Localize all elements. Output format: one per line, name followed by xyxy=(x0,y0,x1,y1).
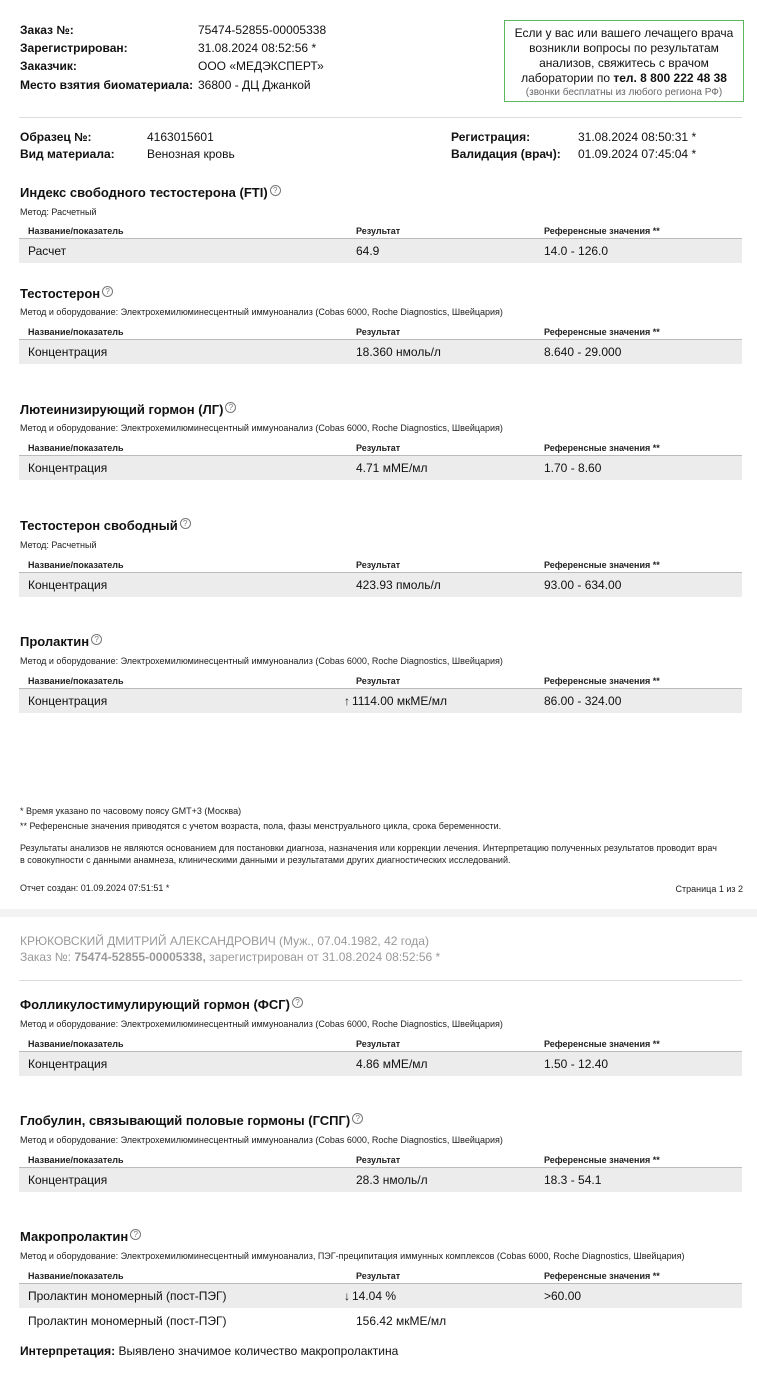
divider xyxy=(19,980,742,981)
material-value: Венозная кровь xyxy=(147,147,235,161)
column-header-name: Название/показатель xyxy=(28,560,124,570)
table-row xyxy=(19,1168,742,1192)
help-icon[interactable]: ? xyxy=(91,634,102,645)
help-icon[interactable]: ? xyxy=(292,997,303,1008)
order-label: Заказ №: xyxy=(20,23,74,37)
section-method: Метод и оборудование: Электрохемилюминесцентный иммуноанализ (Cobas 6000, Roche Diagnostics, Швейцария) xyxy=(20,307,503,317)
registered-label: Зарегистрирован: xyxy=(20,41,128,55)
row-reference: 14.0 - 126.0 xyxy=(544,244,609,258)
column-header-name: Название/показатель xyxy=(28,327,124,337)
column-header-name: Название/показатель xyxy=(28,1271,124,1281)
help-icon[interactable]: ? xyxy=(130,1229,141,1240)
row-name: Пролактин мономерный (пост-ПЭГ) xyxy=(28,1314,227,1328)
place-value: 36800 - ДЦ Джанкой xyxy=(198,78,311,92)
reference-note: ** Референсные значения приводятся с учетом возраста, пола, фазы менструального цикла, срока беременности. xyxy=(20,821,502,831)
table-row xyxy=(19,1284,742,1308)
order-value: 75474-52855-00005338 xyxy=(198,23,327,37)
row-reference: 1.70 - 8.60 xyxy=(544,461,602,475)
row-name: Концентрация xyxy=(28,461,108,475)
table-row xyxy=(19,239,742,263)
contact-line-4 xyxy=(511,71,737,86)
validation-label: Валидация (врач): xyxy=(451,147,561,161)
report-created: Отчет создан: 01.09.2024 07:51:51 * xyxy=(20,883,170,893)
arrow-down-icon: ↓ xyxy=(344,1289,350,1303)
contact-line-4-prefix: лаборатории по xyxy=(521,71,614,85)
column-header-reference: Референсные значения ** xyxy=(544,1271,660,1281)
row-reference: 93.00 - 634.00 xyxy=(544,578,622,592)
row-reference: 86.00 - 324.00 xyxy=(544,694,622,708)
interpretation xyxy=(20,1344,398,1358)
section-title: Тестостерон ? xyxy=(20,286,113,301)
order-suffix: зарегистрирован от 31.08.2024 08:52:56 * xyxy=(205,950,441,964)
section-method: Метод и оборудование: Электрохемилюминесцентный иммуноанализ, ПЭГ-преципитация иммунных комплексов (Cobas 6000, Roche Diagnostics, Швейцария) xyxy=(20,1251,685,1261)
help-icon[interactable]: ? xyxy=(180,518,191,529)
column-header-name: Название/показатель xyxy=(28,676,124,686)
interpretation-label: Интерпретация: xyxy=(20,1344,116,1358)
table-row xyxy=(19,456,742,480)
registration-label: Регистрация: xyxy=(451,130,531,144)
row-name: Концентрация xyxy=(28,578,108,592)
help-icon[interactable]: ? xyxy=(352,1113,363,1124)
help-icon[interactable]: ? xyxy=(102,286,113,297)
registered-value: 31.08.2024 08:52:56 * xyxy=(198,41,317,55)
table-row xyxy=(19,1309,742,1333)
column-header-reference: Референсные значения ** xyxy=(544,327,660,337)
page-number: Страница 1 из 2 xyxy=(675,884,743,894)
column-header-reference: Референсные значения ** xyxy=(544,226,660,236)
row-name: Концентрация xyxy=(28,1057,108,1071)
row-result: 4.71 мМЕ/мл xyxy=(356,461,428,475)
disclaimer-line-2: в совокупности с данными анамнеза, клиническими данными и результатами других диагностических исследований. xyxy=(20,855,511,865)
order-prefix: Заказ №: xyxy=(20,950,75,964)
table-row xyxy=(19,1052,742,1076)
customer-value: ООО «МЕДЭКСПЕРТ» xyxy=(198,59,324,73)
contact-note: (звонки бесплатны из любого региона РФ) xyxy=(525,87,723,98)
contact-line-1: Если у вас или вашего лечащего врача xyxy=(514,26,734,40)
help-icon[interactable]: ? xyxy=(225,402,236,413)
section-title: Фолликулостимулирующий гормон (ФСГ) ? xyxy=(20,997,303,1012)
disclaimer-line-1: Результаты анализов не являются основанием для постановки диагноза, назначения или коррекции лечения. Интерпретацию полученных результатов проводит врач xyxy=(20,843,717,853)
section-title: Лютеинизирующий гормон (ЛГ) ? xyxy=(20,402,236,417)
row-result-value: 1114.00 мкМЕ/мл xyxy=(352,694,448,708)
column-header-reference: Референсные значения ** xyxy=(544,560,660,570)
sample-value: 4163015601 xyxy=(147,130,214,144)
column-header-reference: Референсные значения ** xyxy=(544,443,660,453)
column-header-name: Название/показатель xyxy=(28,443,124,453)
help-icon[interactable]: ? xyxy=(270,185,281,196)
section-method: Метод и оборудование: Электрохемилюминесцентный иммуноанализ (Cobas 6000, Roche Diagnostics, Швейцария) xyxy=(20,656,503,666)
registration-value: 31.08.2024 08:50:31 * xyxy=(578,130,697,144)
row-result: 64.9 xyxy=(356,244,380,258)
row-name: Расчет xyxy=(28,244,67,258)
row-reference: 18.3 - 54.1 xyxy=(544,1173,602,1187)
column-header-result: Результат xyxy=(356,676,401,686)
row-result: 156.42 мкМЕ/мл xyxy=(356,1314,447,1328)
column-header-result: Результат xyxy=(356,226,401,236)
order-number: 75474-52855-00005338, xyxy=(74,950,206,964)
column-header-reference: Референсные значения ** xyxy=(544,1155,660,1165)
column-header-reference: Референсные значения ** xyxy=(544,676,660,686)
section-title: Тестостерон свободный ? xyxy=(20,518,191,533)
section-title: Индекс свободного тестостерона (FTI) ? xyxy=(20,185,281,200)
row-result: 4.86 мМЕ/мл xyxy=(356,1057,428,1071)
customer-label: Заказчик: xyxy=(20,59,77,73)
section-method: Метод: Расчетный xyxy=(20,207,97,217)
column-header-name: Название/показатель xyxy=(28,226,124,236)
column-header-reference: Референсные значения ** xyxy=(544,1039,660,1049)
table-row xyxy=(19,340,742,364)
table-row xyxy=(19,573,742,597)
row-result xyxy=(344,694,447,708)
section-title: Макропролактин ? xyxy=(20,1229,141,1244)
contact-box xyxy=(504,20,744,102)
contact-line-2: возникли вопросы по результатам xyxy=(529,41,719,55)
column-header-result: Результат xyxy=(356,560,401,570)
interpretation-text: Выявлено значимое количество макропролактина xyxy=(115,1344,399,1358)
row-name: Концентрация xyxy=(28,345,108,359)
row-name: Концентрация xyxy=(28,694,108,708)
section-method: Метод и оборудование: Электрохемилюминесцентный иммуноанализ (Cobas 6000, Roche Diagnostics, Швейцария) xyxy=(20,1135,503,1145)
contact-line-3: анализов, свяжитесь с врачом xyxy=(539,56,709,70)
patient-info: КРЮКОВСКИЙ ДМИТРИЙ АЛЕКСАНДРОВИЧ (Муж., 07.04.1982, 42 года) xyxy=(20,934,429,948)
column-header-result: Результат xyxy=(356,1039,401,1049)
row-result xyxy=(344,1289,396,1303)
row-result: 28.3 нмоль/л xyxy=(356,1173,428,1187)
row-result-value: 14.04 % xyxy=(352,1289,397,1303)
arrow-up-icon: ↑ xyxy=(344,694,350,708)
column-header-result: Результат xyxy=(356,443,401,453)
page-break xyxy=(0,909,757,917)
column-header-result: Результат xyxy=(356,1155,401,1165)
row-reference: 8.640 - 29.000 xyxy=(544,345,622,359)
section-method: Метод и оборудование: Электрохемилюминесцентный иммуноанализ (Cobas 6000, Roche Diagnostics, Швейцария) xyxy=(20,423,503,433)
section-title: Пролактин ? xyxy=(20,634,102,649)
column-header-result: Результат xyxy=(356,327,401,337)
column-header-name: Название/показатель xyxy=(28,1039,124,1049)
column-header-result: Результат xyxy=(356,1271,401,1281)
sample-label: Образец №: xyxy=(20,130,92,144)
order-registered-line xyxy=(20,950,440,964)
row-reference: >60.00 xyxy=(544,1289,582,1303)
divider xyxy=(19,117,742,118)
material-label: Вид материала: xyxy=(20,147,115,161)
row-name: Пролактин мономерный (пост-ПЭГ) xyxy=(28,1289,227,1303)
row-result: 423.93 пмоль/л xyxy=(356,578,441,592)
contact-phone[interactable]: тел. 8 800 222 48 38 xyxy=(613,71,727,85)
place-label: Место взятия биоматериала: xyxy=(20,78,194,92)
row-reference: 1.50 - 12.40 xyxy=(544,1057,609,1071)
row-result: 18.360 нмоль/л xyxy=(356,345,441,359)
time-note: * Время указано по часовому поясу GMT+3 (Москва) xyxy=(20,806,242,816)
row-name: Концентрация xyxy=(28,1173,108,1187)
section-method: Метод и оборудование: Электрохемилюминесцентный иммуноанализ (Cobas 6000, Roche Diagnostics, Швейцария) xyxy=(20,1019,503,1029)
validation-value: 01.09.2024 07:45:04 * xyxy=(578,147,697,161)
column-header-name: Название/показатель xyxy=(28,1155,124,1165)
section-title: Глобулин, связывающий половые гормоны (ГСПГ) ? xyxy=(20,1113,363,1128)
section-method: Метод: Расчетный xyxy=(20,540,97,550)
table-row xyxy=(19,689,742,713)
